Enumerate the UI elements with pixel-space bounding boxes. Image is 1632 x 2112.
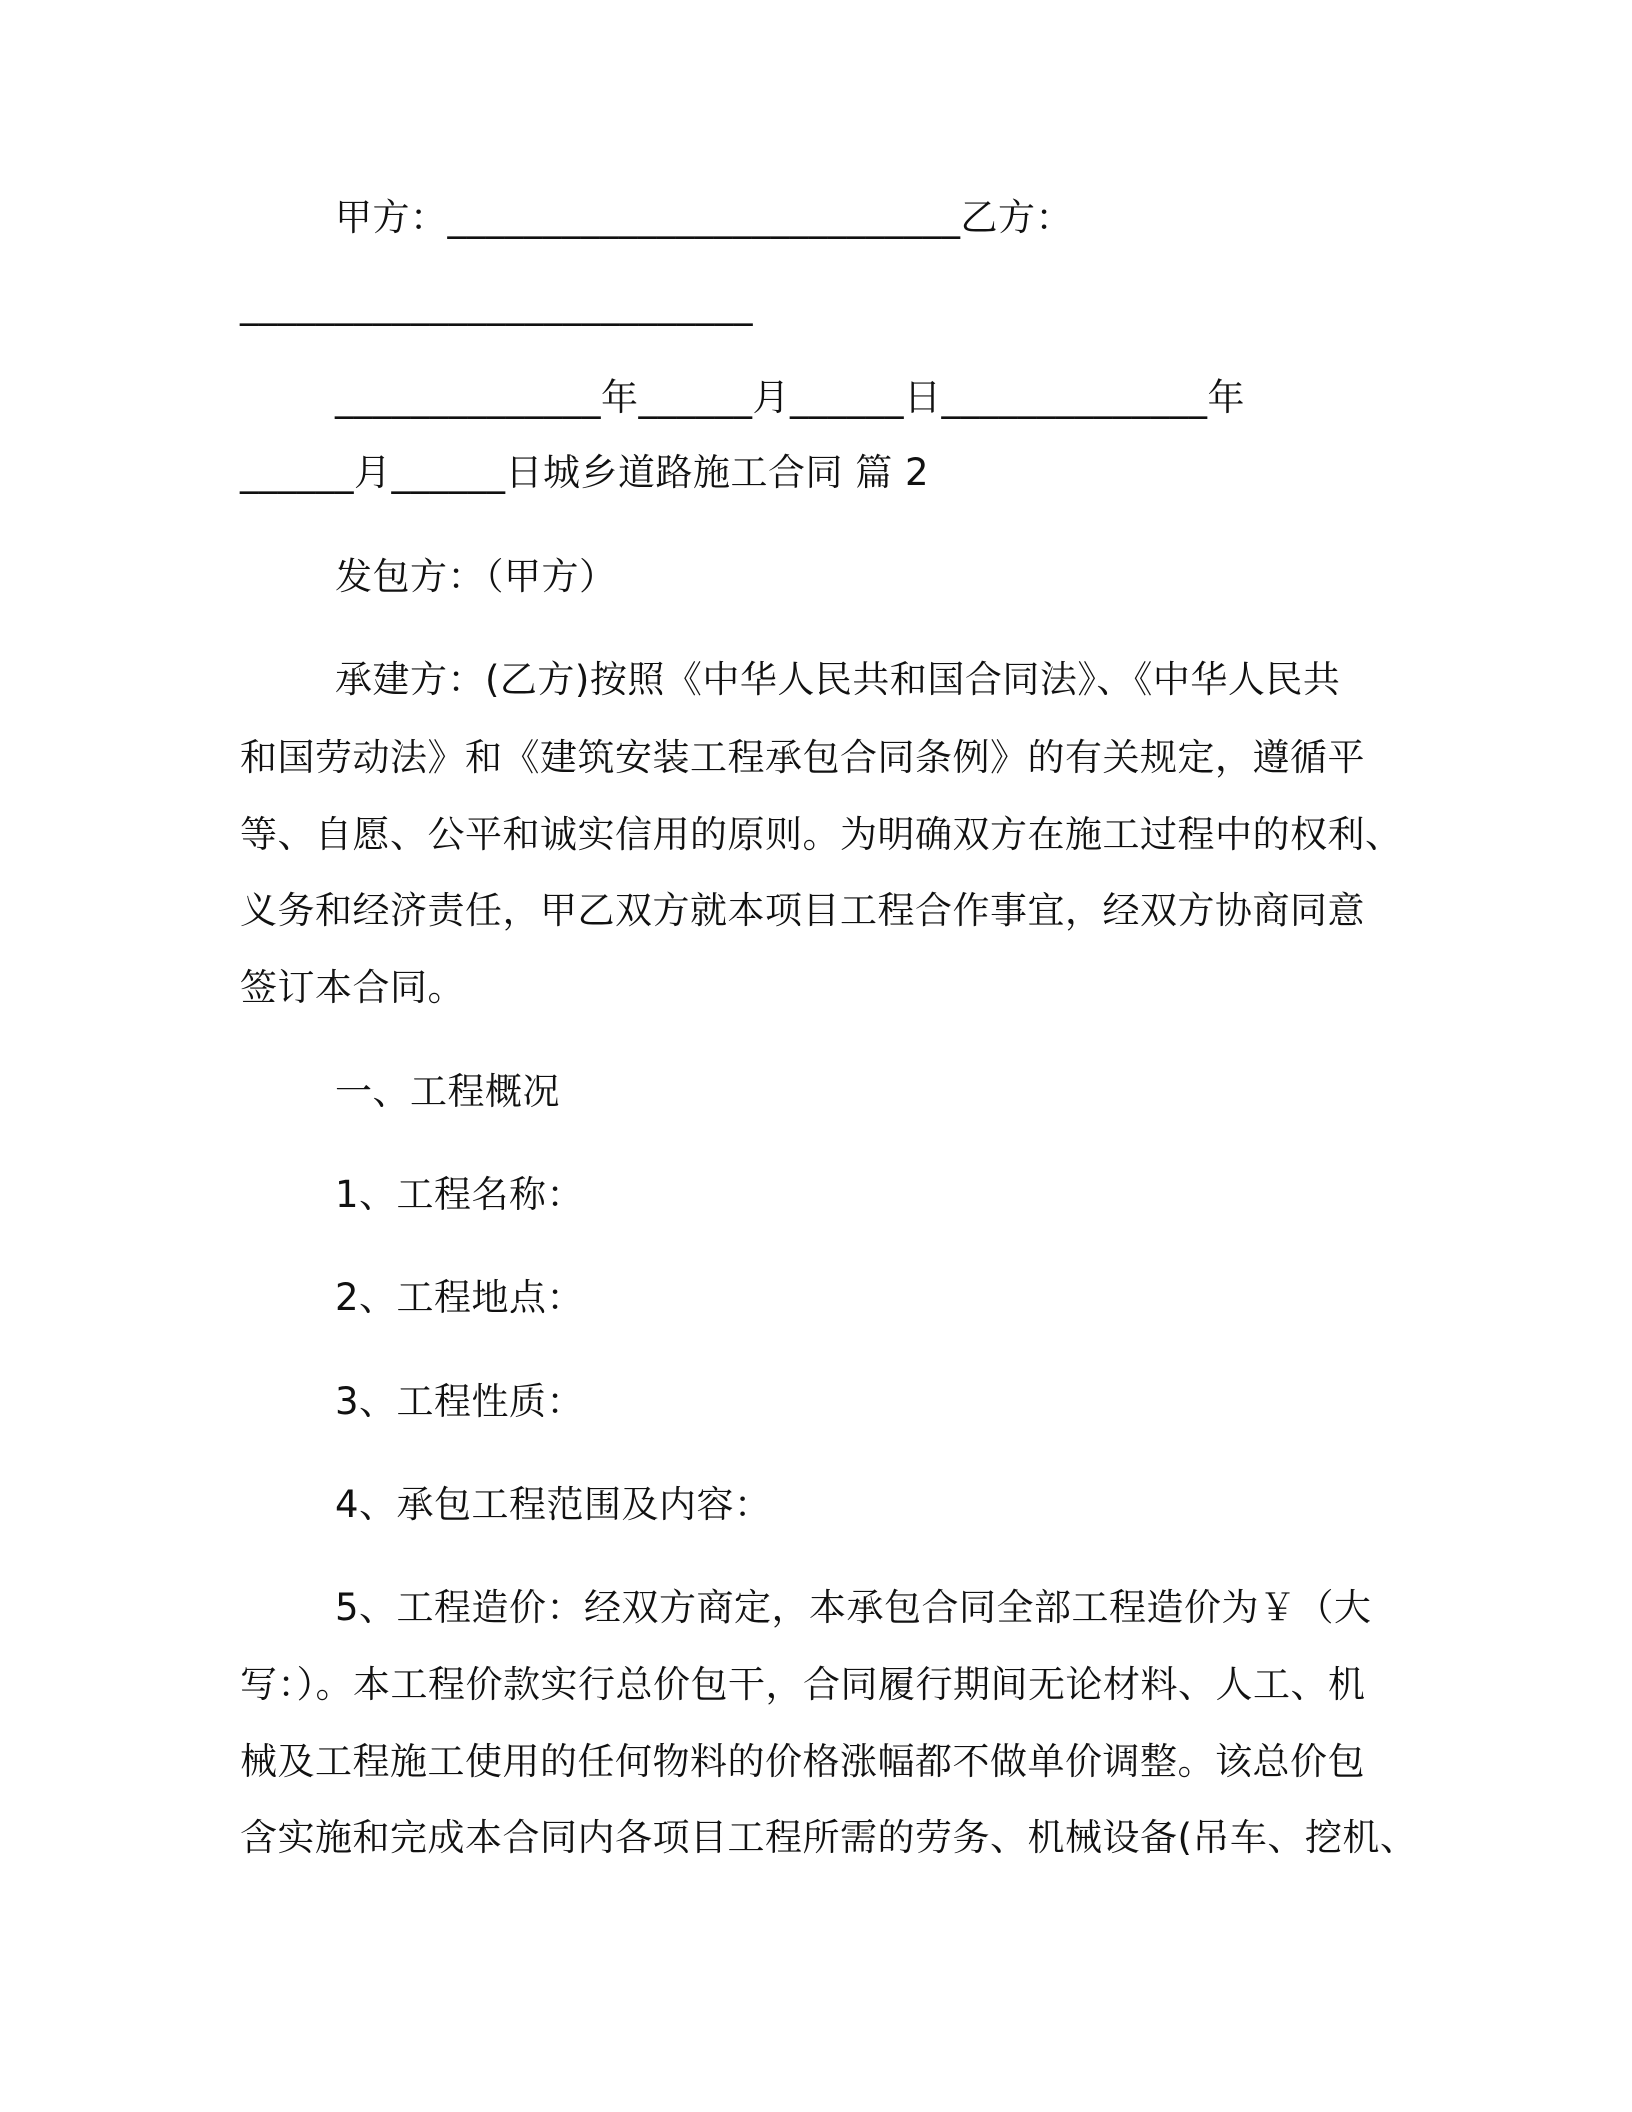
party-b-blank-line: ___________________________ xyxy=(240,283,753,326)
contractor-paragraph-line-1: 承建方：(乙方)按照《中华人民共和国合同法》、《中华人民共 xyxy=(335,658,1341,701)
contractor-paragraph-line-3: 等、自愿、公平和诚实信用的原则。为明确双方在施工过程中的权利、 xyxy=(240,813,1403,856)
document-page xyxy=(240,0,1418,2112)
cost-paragraph-line-2: 写：）。本工程价款实行总价包干，合同履行期间无论材料、人工、机 xyxy=(240,1663,1366,1706)
date-line: ______________年______月______日______________年 xyxy=(335,376,1245,419)
cost-paragraph-line-4: 含实施和完成本合同内各项目工程所需的劳务、机械设备(吊车、挖机、 xyxy=(240,1816,1418,1859)
contractor-paragraph-line-2: 和国劳动法》和《建筑安装工程承包合同条例》的有关规定，遵循平 xyxy=(240,736,1365,779)
cost-paragraph-line-3: 械及工程施工使用的任何物料的价格涨幅都不做单价调整。该总价包 xyxy=(240,1740,1365,1783)
contractor-paragraph-line-4: 义务和经济责任，甲乙双方就本项目工程合作事宜，经双方协商同意 xyxy=(240,889,1365,932)
item-project-nature: 3、工程性质： xyxy=(335,1380,585,1423)
item-scope-content: 4、承包工程范围及内容： xyxy=(335,1483,772,1526)
employer-line: 发包方：（甲方） xyxy=(335,555,617,598)
item-project-location: 2、工程地点： xyxy=(335,1276,585,1319)
party-signature-line: 甲方：___________________________乙方： xyxy=(335,196,1073,239)
date-title-line: ______月______日城乡道路施工合同 篇 2 xyxy=(240,451,930,494)
cost-paragraph-line-1: 5、工程造价：经双方商定，本承包合同全部工程造价为￥（大 xyxy=(335,1586,1372,1629)
contractor-paragraph-line-5: 签订本合同。 xyxy=(240,966,465,1009)
section-heading: 一、工程概况 xyxy=(335,1070,560,1113)
item-project-name: 1、工程名称： xyxy=(335,1173,585,1216)
